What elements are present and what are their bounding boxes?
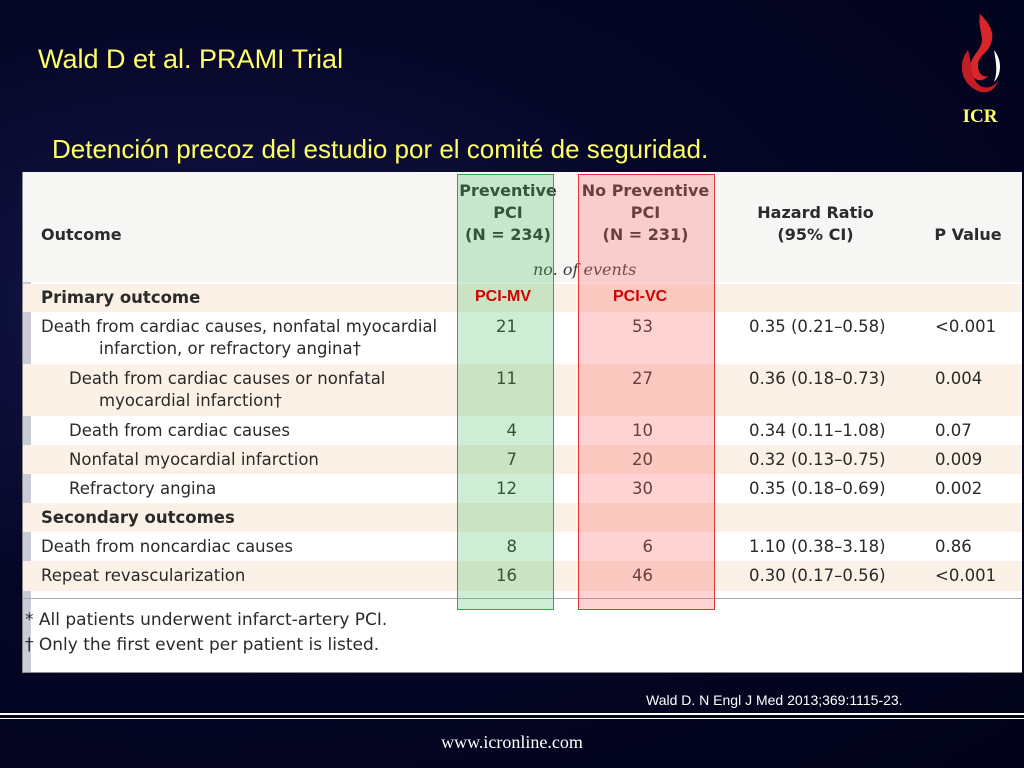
cell-no-preventive: 53 [632,317,653,336]
pci-mv-label: PCI-MV [475,288,531,305]
cell-preventive: 16 [496,566,517,585]
header-preventive: Preventive PCI (N = 234) [459,181,557,244]
cell-preventive: 8 [506,537,517,556]
cell-hazard-ratio: 0.35 (0.21–0.58) [749,317,886,336]
footnote-1: * All patients underwent infarct-artery PCI. [25,610,388,630]
section-label-primary: Primary outcome [41,288,201,307]
pci-vc-label: PCI-VC [613,288,668,305]
cell-p-value: 0.002 [935,479,983,498]
pci-vc-highlight-box [578,174,715,610]
slide-subtitle: Detención precoz del estudio por el comité de seguridad. [52,134,709,164]
results-table [22,172,1022,673]
cell-preventive: 11 [496,369,517,388]
cell-no-preventive: 30 [632,479,653,498]
cell-preventive: 21 [496,317,517,336]
row-label-cont: infarction, or refractory angina† [99,339,361,358]
cell-hazard-ratio: 1.10 (0.38–3.18) [749,537,886,556]
cell-p-value: 0.86 [935,537,972,556]
cell-p-value: 0.004 [935,369,983,388]
header-no-preventive: No Preventive PCI (N = 231) [581,181,710,244]
cell-preventive: 7 [506,450,517,469]
row-label: Refractory angina [69,479,217,498]
row-label: Repeat revascularization [41,566,246,585]
cell-no-preventive: 46 [632,566,653,585]
footer-divider-thin [0,718,1024,719]
row-label: Death from cardiac causes [69,421,290,440]
cell-p-value: <0.001 [935,317,997,336]
cell-no-preventive: 20 [632,450,653,469]
cell-hazard-ratio: 0.35 (0.18–0.69) [749,479,886,498]
section-label-secondary: Secondary outcomes [41,508,235,527]
row-label: Nonfatal myocardial infarction [69,450,319,469]
cell-no-preventive: 10 [632,421,653,440]
cell-no-preventive: 6 [642,537,653,556]
logo-text: ICR [962,106,998,127]
row-label: Death from cardiac causes or nonfatal [69,369,386,388]
cell-p-value: <0.001 [935,566,997,585]
row-label-cont: myocardial infarction† [99,391,282,410]
cell-hazard-ratio: 0.34 (0.11–1.08) [749,421,886,440]
cell-p-value: 0.07 [935,421,972,440]
cell-preventive: 12 [496,479,517,498]
row-label: Death from noncardiac causes [41,537,293,556]
cell-preventive: 4 [506,421,517,440]
header-p-value: P Value [934,225,1002,244]
icr-logo [950,10,1010,130]
cell-hazard-ratio: 0.36 (0.18–0.73) [749,369,886,388]
website-url: www.icronline.com [441,732,583,752]
footer-divider [0,713,1024,715]
cell-hazard-ratio: 0.30 (0.17–0.56) [749,566,886,585]
slide-title: Wald D et al. PRAMI Trial [38,44,344,74]
citation: Wald D. N Engl J Med 2013;369:1115-23. [646,692,903,708]
header-hazard-ratio: Hazard Ratio (95% CI) [757,203,874,244]
header-outcome: Outcome [41,225,122,244]
footnote-2: † Only the first event per patient is listed. [25,635,380,655]
cell-hazard-ratio: 0.32 (0.13–0.75) [749,450,886,469]
events-note: no. of events [533,260,637,279]
pci-mv-highlight-box [457,174,554,610]
row-label: Death from cardiac causes, nonfatal myocardial [41,317,438,336]
cell-p-value: 0.009 [935,450,983,469]
heart-flame-icon [950,10,1010,106]
cell-no-preventive: 27 [632,369,653,388]
